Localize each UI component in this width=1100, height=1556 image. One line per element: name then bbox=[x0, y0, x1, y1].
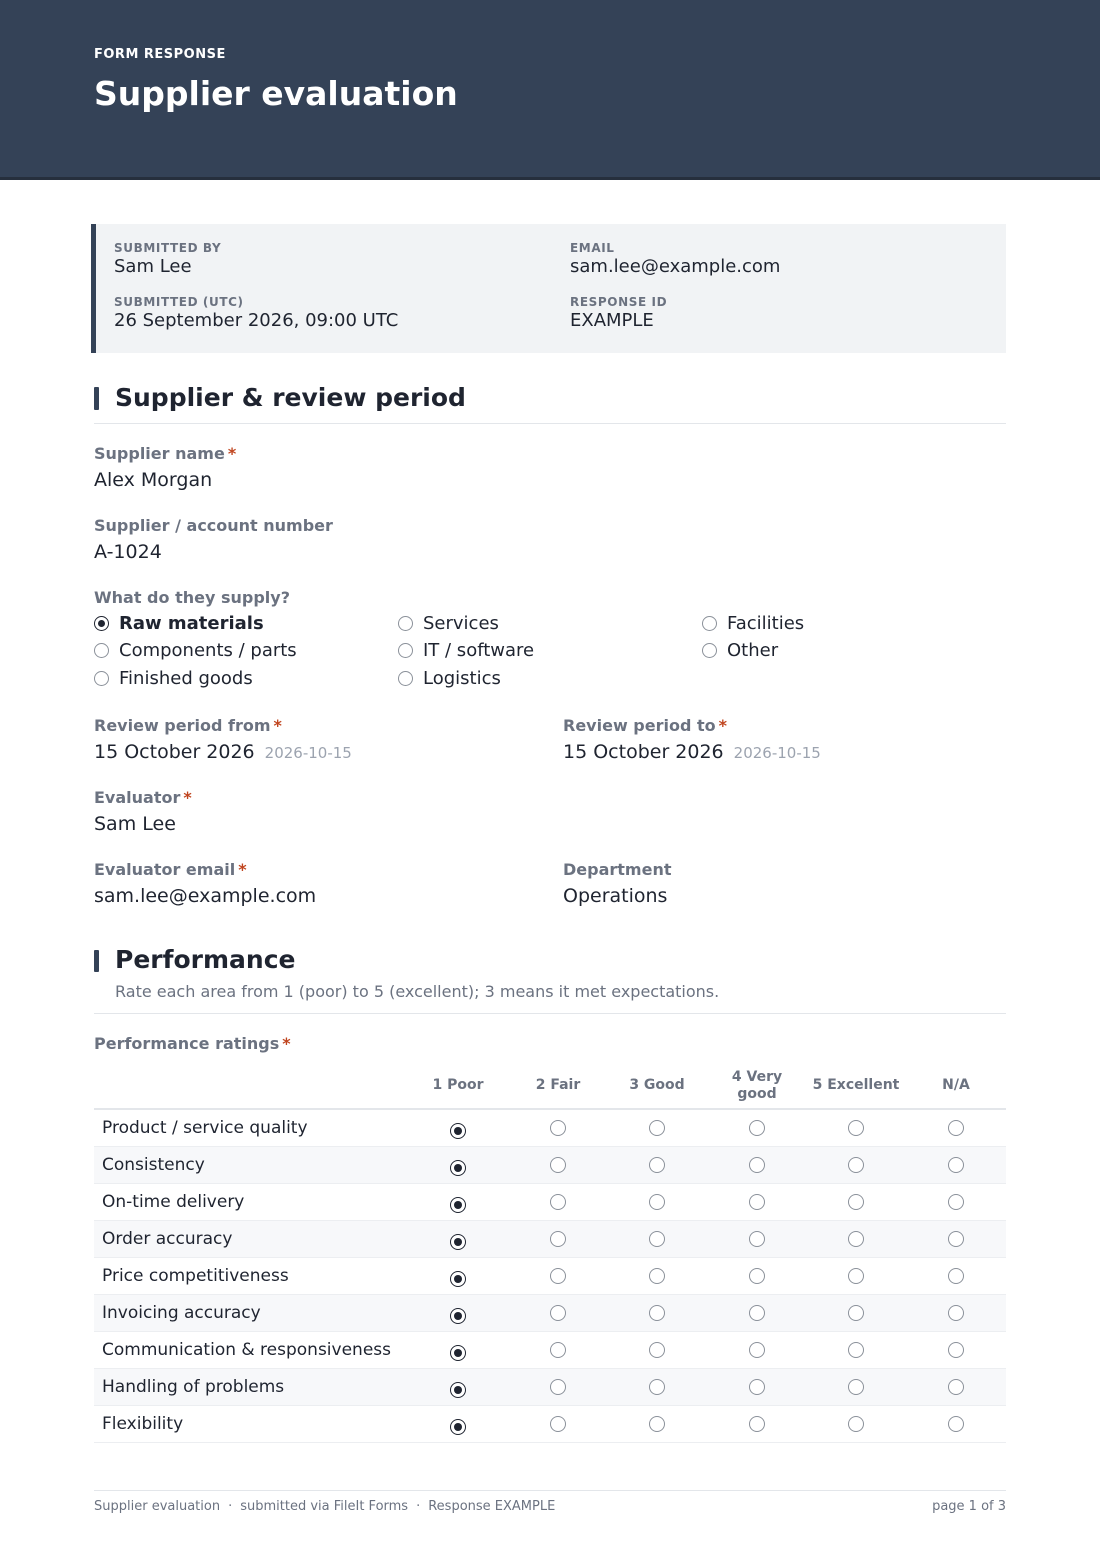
radio-selected-icon bbox=[450, 1382, 466, 1398]
radio-icon bbox=[649, 1120, 665, 1136]
supply-option-services[interactable]: Services bbox=[398, 613, 499, 634]
table-row bbox=[94, 1110, 1006, 1147]
radio-icon bbox=[649, 1157, 665, 1173]
rating-radio-1[interactable] bbox=[450, 1416, 466, 1432]
rating-radio-1[interactable] bbox=[450, 1231, 466, 1247]
rating-radio-6[interactable] bbox=[948, 1416, 964, 1432]
row-label: Order accuracy bbox=[102, 1229, 233, 1249]
rating-radio-4[interactable] bbox=[749, 1157, 765, 1173]
rating-radio-5[interactable] bbox=[848, 1416, 864, 1432]
header-kicker: FORM RESPONSE bbox=[94, 47, 226, 62]
column-header-1-poor: 1 Poor bbox=[432, 1077, 484, 1093]
column-header-4-very-good: 4 Very good bbox=[731, 1069, 783, 1102]
field-label: Evaluator email * bbox=[94, 860, 247, 879]
radio-selected-icon bbox=[450, 1234, 466, 1250]
field-supplier-name bbox=[94, 444, 236, 491]
field-value: A-1024 bbox=[94, 541, 162, 563]
field-label: Supplier name * bbox=[94, 444, 237, 463]
rating-radio-4[interactable] bbox=[749, 1305, 765, 1321]
field-evaluator-email bbox=[94, 860, 316, 907]
footer-info: Supplier evaluation · submitted via FileIt Forms · Response EXAMPLE bbox=[94, 1499, 556, 1514]
meta-label: SUBMITTED BY bbox=[114, 241, 222, 255]
footer-form-name: Supplier evaluation bbox=[94, 1499, 221, 1514]
rating-radio-6[interactable] bbox=[948, 1194, 964, 1210]
rating-radio-2[interactable] bbox=[550, 1194, 566, 1210]
radio-icon bbox=[398, 616, 413, 631]
radio-icon bbox=[848, 1305, 864, 1321]
supply-option-finished-goods[interactable]: Finished goods bbox=[94, 668, 253, 689]
section-accent-bar bbox=[94, 387, 99, 410]
required-marker: * bbox=[227, 444, 237, 463]
rating-radio-6[interactable] bbox=[948, 1379, 964, 1395]
field-label: Department bbox=[563, 860, 672, 879]
radio-icon bbox=[948, 1305, 964, 1321]
radio-icon bbox=[948, 1379, 964, 1395]
iso-date: 2026-10-15 bbox=[264, 744, 352, 762]
section-title: Supplier & review period bbox=[115, 383, 466, 412]
radio-icon bbox=[749, 1120, 765, 1136]
rating-radio-6[interactable] bbox=[948, 1305, 964, 1321]
rating-radio-2[interactable] bbox=[550, 1157, 566, 1173]
section-accent-bar bbox=[94, 950, 99, 972]
radio-icon bbox=[550, 1305, 566, 1321]
rating-radio-4[interactable] bbox=[749, 1342, 765, 1358]
meta-label: EMAIL bbox=[570, 241, 615, 255]
ratings-grid-rows bbox=[94, 1110, 1006, 1443]
rating-radio-5[interactable] bbox=[848, 1342, 864, 1358]
radio-icon bbox=[649, 1305, 665, 1321]
rating-radio-4[interactable] bbox=[749, 1379, 765, 1395]
footer-response: Response EXAMPLE bbox=[428, 1499, 556, 1514]
radio-icon bbox=[848, 1157, 864, 1173]
rating-radio-1[interactable] bbox=[450, 1268, 466, 1284]
rating-radio-5[interactable] bbox=[848, 1231, 864, 1247]
rating-radio-5[interactable] bbox=[848, 1379, 864, 1395]
field-label: What do they supply? bbox=[94, 588, 290, 607]
rating-radio-2[interactable] bbox=[550, 1416, 566, 1432]
radio-selected-icon bbox=[94, 616, 109, 631]
radio-icon bbox=[749, 1305, 765, 1321]
rating-radio-6[interactable] bbox=[948, 1268, 964, 1284]
radio-icon bbox=[848, 1231, 864, 1247]
page-title: Supplier evaluation bbox=[94, 74, 458, 113]
radio-icon bbox=[749, 1416, 765, 1432]
rating-radio-5[interactable] bbox=[848, 1120, 864, 1136]
table-row bbox=[94, 1184, 1006, 1221]
table-row bbox=[94, 1258, 1006, 1295]
radio-icon bbox=[649, 1194, 665, 1210]
rating-radio-3[interactable] bbox=[649, 1416, 665, 1432]
field-label: Evaluator * bbox=[94, 788, 192, 807]
meta-email bbox=[570, 241, 780, 277]
rating-radio-5[interactable] bbox=[848, 1194, 864, 1210]
rating-radio-1[interactable] bbox=[450, 1120, 466, 1136]
radio-icon bbox=[550, 1120, 566, 1136]
column-header-5-excellent: 5 Excellent bbox=[812, 1077, 900, 1093]
field-value: Operations bbox=[563, 885, 668, 907]
rating-radio-2[interactable] bbox=[550, 1305, 566, 1321]
row-label: Product / service quality bbox=[102, 1118, 308, 1138]
meta-value: EXAMPLE bbox=[570, 310, 654, 331]
field-supply-type bbox=[94, 588, 290, 607]
rating-radio-4[interactable] bbox=[749, 1231, 765, 1247]
radio-icon bbox=[848, 1342, 864, 1358]
table-row bbox=[94, 1295, 1006, 1332]
required-marker: * bbox=[238, 860, 247, 879]
required-marker: * bbox=[273, 716, 282, 735]
field-label: Supplier / account number bbox=[94, 516, 333, 535]
field-value: sam.lee@example.com bbox=[94, 885, 317, 907]
rating-radio-2[interactable] bbox=[550, 1120, 566, 1136]
supply-option-raw-materials[interactable]: Raw materials bbox=[94, 613, 264, 634]
rating-radio-3[interactable] bbox=[649, 1231, 665, 1247]
field-value: 15 October 2026 2026-10-15 bbox=[94, 741, 352, 763]
field-value: 15 October 2026 2026-10-15 bbox=[563, 741, 821, 763]
section-title: Performance bbox=[115, 945, 296, 974]
radio-icon bbox=[948, 1268, 964, 1284]
rating-radio-3[interactable] bbox=[649, 1268, 665, 1284]
radio-icon bbox=[550, 1231, 566, 1247]
supply-option-other[interactable]: Other bbox=[702, 640, 778, 661]
supply-option-logistics[interactable]: Logistics bbox=[398, 668, 501, 689]
page-number: page 1 of 3 bbox=[932, 1499, 1006, 1514]
radio-icon bbox=[550, 1157, 566, 1173]
field-label: Review period to * bbox=[563, 716, 727, 735]
rating-radio-5[interactable] bbox=[848, 1157, 864, 1173]
meta-label: SUBMITTED (UTC) bbox=[114, 295, 244, 309]
table-row bbox=[94, 1332, 1006, 1369]
radio-icon bbox=[550, 1194, 566, 1210]
column-header-na: N/A bbox=[942, 1077, 970, 1093]
page-footer bbox=[94, 1490, 1006, 1514]
field-label: Performance ratings * bbox=[94, 1034, 291, 1053]
rating-radio-4[interactable] bbox=[749, 1194, 765, 1210]
required-marker: * bbox=[183, 788, 192, 807]
radio-icon bbox=[948, 1157, 964, 1173]
radio-icon bbox=[749, 1379, 765, 1395]
rating-radio-5[interactable] bbox=[848, 1268, 864, 1284]
row-label: Price competitiveness bbox=[102, 1266, 289, 1286]
radio-selected-icon bbox=[450, 1419, 466, 1435]
rating-radio-1[interactable] bbox=[450, 1342, 466, 1358]
radio-icon bbox=[398, 643, 413, 658]
row-label: Flexibility bbox=[102, 1414, 184, 1434]
rating-radio-1[interactable] bbox=[450, 1194, 466, 1210]
rating-radio-2[interactable] bbox=[550, 1231, 566, 1247]
rating-radio-4[interactable] bbox=[749, 1120, 765, 1136]
rating-radio-3[interactable] bbox=[649, 1342, 665, 1358]
radio-icon bbox=[550, 1342, 566, 1358]
radio-icon bbox=[749, 1268, 765, 1284]
radio-icon bbox=[948, 1194, 964, 1210]
radio-icon bbox=[848, 1120, 864, 1136]
radio-icon bbox=[649, 1416, 665, 1432]
radio-icon bbox=[550, 1379, 566, 1395]
ratings-grid-header bbox=[94, 1064, 1006, 1110]
meta-submitted-by bbox=[114, 241, 221, 277]
field-review-period-from bbox=[94, 716, 352, 763]
rating-radio-3[interactable] bbox=[649, 1305, 665, 1321]
row-label: Invoicing accuracy bbox=[102, 1303, 261, 1323]
meta-value: sam.lee@example.com bbox=[570, 256, 781, 277]
rating-radio-3[interactable] bbox=[649, 1120, 665, 1136]
radio-selected-icon bbox=[450, 1345, 466, 1361]
radio-icon bbox=[649, 1379, 665, 1395]
page-header bbox=[0, 0, 1100, 180]
rating-radio-4[interactable] bbox=[749, 1268, 765, 1284]
radio-icon bbox=[948, 1342, 964, 1358]
radio-icon bbox=[848, 1416, 864, 1432]
radio-icon bbox=[94, 643, 109, 658]
meta-response-id bbox=[570, 295, 667, 331]
field-evaluator bbox=[94, 788, 192, 835]
iso-date: 2026-10-15 bbox=[733, 744, 821, 762]
row-label: On-time delivery bbox=[102, 1192, 245, 1212]
rating-radio-4[interactable] bbox=[749, 1416, 765, 1432]
radio-icon bbox=[94, 671, 109, 686]
radio-icon bbox=[848, 1194, 864, 1210]
rating-radio-3[interactable] bbox=[649, 1379, 665, 1395]
radio-icon bbox=[550, 1268, 566, 1284]
meta-submitted-utc bbox=[114, 295, 398, 331]
radio-icon bbox=[749, 1157, 765, 1173]
radio-icon bbox=[398, 671, 413, 686]
radio-icon bbox=[649, 1268, 665, 1284]
field-label: Review period from * bbox=[94, 716, 282, 735]
rating-radio-6[interactable] bbox=[948, 1231, 964, 1247]
rating-radio-1[interactable] bbox=[450, 1305, 466, 1321]
radio-icon bbox=[948, 1120, 964, 1136]
radio-icon bbox=[749, 1194, 765, 1210]
section-heading-supplier bbox=[94, 380, 1006, 424]
section-description: Rate each area from 1 (poor) to 5 (excellent); 3 means it met expectations. bbox=[115, 982, 720, 1001]
radio-icon bbox=[848, 1379, 864, 1395]
meta-label: RESPONSE ID bbox=[570, 295, 668, 309]
rating-radio-5[interactable] bbox=[848, 1305, 864, 1321]
field-value: Sam Lee bbox=[94, 813, 176, 835]
radio-icon bbox=[948, 1231, 964, 1247]
meta-value: 26 September 2026, 09:00 UTC bbox=[114, 310, 399, 331]
radio-icon bbox=[948, 1416, 964, 1432]
column-header-3-good: 3 Good bbox=[629, 1077, 685, 1093]
rating-radio-2[interactable] bbox=[550, 1268, 566, 1284]
rating-radio-2[interactable] bbox=[550, 1342, 566, 1358]
radio-icon bbox=[649, 1231, 665, 1247]
radio-icon bbox=[649, 1342, 665, 1358]
footer-submitted-via: submitted via FileIt Forms bbox=[240, 1499, 409, 1514]
field-account-number bbox=[94, 516, 333, 563]
rating-radio-3[interactable] bbox=[649, 1157, 665, 1173]
field-review-period-to bbox=[563, 716, 821, 763]
radio-selected-icon bbox=[450, 1197, 466, 1213]
required-marker: * bbox=[718, 716, 727, 735]
rating-radio-6[interactable] bbox=[948, 1157, 964, 1173]
section-heading-performance bbox=[94, 944, 1006, 1014]
rating-radio-2[interactable] bbox=[550, 1379, 566, 1395]
table-row bbox=[94, 1221, 1006, 1258]
table-row bbox=[94, 1406, 1006, 1443]
rating-radio-3[interactable] bbox=[649, 1194, 665, 1210]
supply-option-it-software[interactable]: IT / software bbox=[398, 640, 534, 661]
radio-selected-icon bbox=[450, 1123, 466, 1139]
ratings-grid bbox=[94, 1064, 1006, 1443]
field-department bbox=[563, 860, 671, 907]
column-header-2-fair: 2 Fair bbox=[535, 1077, 581, 1093]
radio-icon bbox=[550, 1416, 566, 1432]
radio-icon bbox=[702, 616, 717, 631]
radio-icon bbox=[749, 1231, 765, 1247]
rating-radio-1[interactable] bbox=[450, 1379, 466, 1395]
radio-selected-icon bbox=[450, 1271, 466, 1287]
rating-radio-6[interactable] bbox=[948, 1120, 964, 1136]
radio-icon bbox=[749, 1342, 765, 1358]
field-performance-ratings bbox=[94, 1034, 291, 1053]
radio-icon bbox=[702, 643, 717, 658]
table-row bbox=[94, 1147, 1006, 1184]
field-value: Alex Morgan bbox=[94, 469, 213, 491]
radio-selected-icon bbox=[450, 1160, 466, 1176]
radio-selected-icon bbox=[450, 1308, 466, 1324]
supply-option-facilities[interactable]: Facilities bbox=[702, 613, 804, 634]
meta-value: Sam Lee bbox=[114, 256, 192, 277]
rating-radio-6[interactable] bbox=[948, 1342, 964, 1358]
radio-icon bbox=[848, 1268, 864, 1284]
row-label: Handling of problems bbox=[102, 1377, 285, 1397]
table-row bbox=[94, 1369, 1006, 1406]
supply-option-components[interactable]: Components / parts bbox=[94, 640, 297, 661]
rating-radio-1[interactable] bbox=[450, 1157, 466, 1173]
row-label: Consistency bbox=[102, 1155, 205, 1175]
row-label: Communication & responsiveness bbox=[102, 1340, 391, 1360]
submission-meta-card bbox=[91, 224, 1006, 353]
required-marker: * bbox=[282, 1034, 291, 1053]
